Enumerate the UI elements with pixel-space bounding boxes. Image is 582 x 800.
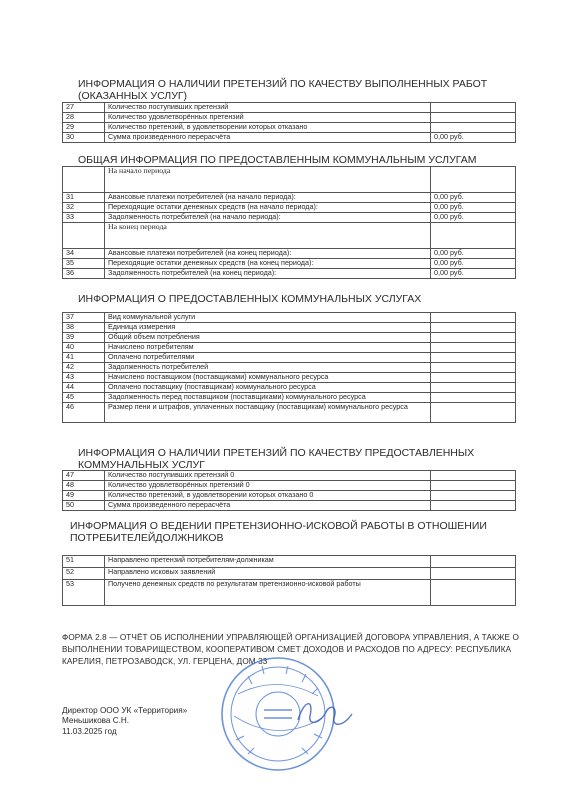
row-value <box>431 363 516 373</box>
table-row <box>63 269 516 279</box>
section-3-title: ИНФОРМАЦИЯ О ПРЕДОСТАВЛЕННЫХ КОММУНАЛЬНЫХ УСЛУГАХ <box>78 293 422 305</box>
section-2-table <box>62 166 516 279</box>
table-row <box>63 249 516 259</box>
row-label: Количество претензий, в удовлетворении которых отказано 0 <box>105 491 431 501</box>
row-label: Начислено потребителям <box>105 343 431 353</box>
table-row <box>63 123 516 133</box>
table-row <box>63 113 516 123</box>
row-number: 46 <box>63 403 105 423</box>
row-value: 0,00 руб. <box>431 133 516 143</box>
row-label: Оплачено поставщику (поставщикам) коммунального ресурса <box>105 383 431 393</box>
row-value <box>431 353 516 363</box>
section-1-title: ИНФОРМАЦИЯ О НАЛИЧИИ ПРЕТЕНЗИЙ ПО КАЧЕСТВУ ВЫПОЛНЕННЫХ РАБОТ (ОКАЗАННЫХ УСЛУГ) <box>78 78 488 102</box>
row-number: 35 <box>63 259 105 269</box>
row-value <box>431 113 516 123</box>
table-row <box>63 580 516 606</box>
row-label: Количество удовлетворённых претензий <box>105 113 431 123</box>
period-start-row <box>63 167 516 193</box>
row-number <box>63 167 105 193</box>
row-label: Количество поступивших претензий <box>105 103 431 113</box>
row-number: 53 <box>63 580 105 606</box>
row-value <box>431 223 516 249</box>
row-label: Задолженность потребителей (на начало периода): <box>105 213 431 223</box>
table-row <box>63 193 516 203</box>
table-row <box>63 259 516 269</box>
row-label: Направлено исковых заявлений <box>105 568 431 580</box>
row-value <box>431 167 516 193</box>
row-value: 0,00 руб. <box>431 269 516 279</box>
table-row <box>63 133 516 143</box>
report-date: 11.03.2025 год <box>62 727 117 736</box>
table-row <box>63 333 516 343</box>
row-value <box>431 481 516 491</box>
row-value <box>431 568 516 580</box>
table-row <box>63 491 516 501</box>
row-value: 0,00 руб. <box>431 193 516 203</box>
row-value <box>431 103 516 113</box>
table-row <box>63 471 516 481</box>
section-4-table <box>62 470 516 511</box>
section-5-table <box>62 555 516 606</box>
row-number: 33 <box>63 213 105 223</box>
table-row <box>63 481 516 491</box>
row-label: Начислено поставщиком (поставщиками) коммунального ресурса <box>105 373 431 383</box>
table-row <box>63 373 516 383</box>
row-number: 51 <box>63 556 105 568</box>
section-1-table <box>62 102 516 143</box>
handwritten-signature <box>290 690 360 740</box>
row-number: 48 <box>63 481 105 491</box>
row-number <box>63 223 105 249</box>
row-number: 38 <box>63 323 105 333</box>
row-label: Количество претензий, в удовлетворении которых отказано <box>105 123 431 133</box>
table-row <box>63 313 516 323</box>
row-value <box>431 556 516 568</box>
section-3-table <box>62 312 516 423</box>
section-4-title: ИНФОРМАЦИЯ О НАЛИЧИИ ПРЕТЕНЗИЙ ПО КАЧЕСТВУ ПРЕДОСТАВЛЕННЫХ КОММУНАЛЬНЫХ УСЛУГ <box>78 447 475 471</box>
row-number: 37 <box>63 313 105 323</box>
table-row <box>63 353 516 363</box>
row-label: Оплачено потребителями <box>105 353 431 363</box>
row-value: 0,00 руб. <box>431 249 516 259</box>
period-label: На начало периода <box>105 167 431 193</box>
row-number: 34 <box>63 249 105 259</box>
row-number: 36 <box>63 269 105 279</box>
row-value <box>431 343 516 353</box>
table-row <box>63 323 516 333</box>
form-description: ФОРМА 2.8 — ОТЧЁТ ОБ ИСПОЛНЕНИИ УПРАВЛЯЮЩЕЙ ОРГАНИЗАЦИЕЙ ДОГОВОРА УПРАВЛЕНИЯ, А ТАКЖЕ О ВЫПОЛНЕНИИ ТОВАРИЩЕСТВОМ, КООПЕРАТИВОМ СМЕТ ДОХОДОВ И РАСХОДОВ ПО АДРЕСУ: РЕСПУБЛИКА КАРЕЛИЯ, ПЕТРОЗАВОДСК, УЛ. ГЕРЦЕНА, ДОМ 33 <box>62 633 519 666</box>
signer-name: Меньшикова С.Н. <box>62 716 130 725</box>
row-label: Задолженность потребителей (на конец периода): <box>105 269 431 279</box>
row-number: 28 <box>63 113 105 123</box>
row-value <box>431 501 516 511</box>
table-row <box>63 213 516 223</box>
table-row <box>63 556 516 568</box>
row-number: 29 <box>63 123 105 133</box>
table-row <box>63 403 516 423</box>
table-row <box>63 103 516 113</box>
row-number: 31 <box>63 193 105 203</box>
row-label: Переходящие остатки денежных средств (на конец периода): <box>105 259 431 269</box>
row-value <box>431 123 516 133</box>
period-end-row <box>63 223 516 249</box>
table-row <box>63 501 516 511</box>
row-number: 42 <box>63 363 105 373</box>
row-value <box>431 580 516 606</box>
row-number: 52 <box>63 568 105 580</box>
row-label: Авансовые платежи потребителей (на конец периода): <box>105 249 431 259</box>
row-label: Общий объем потребления <box>105 333 431 343</box>
row-label: Единица измерения <box>105 323 431 333</box>
row-number: 39 <box>63 333 105 343</box>
row-value: 0,00 руб. <box>431 259 516 269</box>
row-label: Переходящие остатки денежных средств (на начало периода): <box>105 203 431 213</box>
row-number: 32 <box>63 203 105 213</box>
row-label: Задолженность потребителей <box>105 363 431 373</box>
row-number: 45 <box>63 393 105 403</box>
row-number: 30 <box>63 133 105 143</box>
row-number: 41 <box>63 353 105 363</box>
row-value <box>431 373 516 383</box>
row-value <box>431 333 516 343</box>
row-label: Направлено претензий потребителям-должникам <box>105 556 431 568</box>
row-label: Количество удовлетворённых претензий 0 <box>105 481 431 491</box>
row-value <box>431 383 516 393</box>
row-label: Вид коммунальной услуги <box>105 313 431 323</box>
row-value <box>431 403 516 423</box>
section-5-title: ИНФОРМАЦИЯ О ВЕДЕНИИ ПРЕТЕНЗИОННО-ИСКОВОЙ РАБОТЫ В ОТНОШЕНИИ ПОТРЕБИТЕЛЕЙДОЛЖНИКОВ <box>70 520 487 544</box>
row-value <box>431 491 516 501</box>
row-label: Сумма произведенного перерасчёта <box>105 501 431 511</box>
table-row <box>63 343 516 353</box>
row-value <box>431 323 516 333</box>
row-number: 49 <box>63 491 105 501</box>
row-value <box>431 313 516 323</box>
row-label: Задолженность перед поставщиком (поставщиками) коммунального ресурса <box>105 393 431 403</box>
row-number: 50 <box>63 501 105 511</box>
period-label: На конец периода <box>105 223 431 249</box>
row-label: Количество поступивших претензий 0 <box>105 471 431 481</box>
section-2-title: ОБЩАЯ ИНФОРМАЦИЯ ПО ПРЕДОСТАВЛЕННЫМ КОММУНАЛЬНЫМ УСЛУГАМ <box>78 154 477 166</box>
row-number: 47 <box>63 471 105 481</box>
row-number: 44 <box>63 383 105 393</box>
row-label: Сумма произведенного перерасчёта <box>105 133 431 143</box>
row-number: 43 <box>63 373 105 383</box>
row-number: 27 <box>63 103 105 113</box>
row-label: Авансовые платежи потребителей (на начало периода): <box>105 193 431 203</box>
row-label: Получено денежных средств по результатам претензионно-исковой работы <box>105 580 431 606</box>
table-row <box>63 383 516 393</box>
row-number: 40 <box>63 343 105 353</box>
table-row <box>63 393 516 403</box>
row-value: 0,00 руб. <box>431 213 516 223</box>
row-value: 0,00 руб. <box>431 203 516 213</box>
row-value <box>431 393 516 403</box>
table-row <box>63 568 516 580</box>
signer-title: Директор ООО УК «Территория» <box>62 706 188 715</box>
row-label: Размер пени и штрафов, уплаченных поставщику (поставщикам) коммунального ресурса <box>105 403 431 423</box>
table-row <box>63 363 516 373</box>
row-value <box>431 471 516 481</box>
table-row <box>63 203 516 213</box>
